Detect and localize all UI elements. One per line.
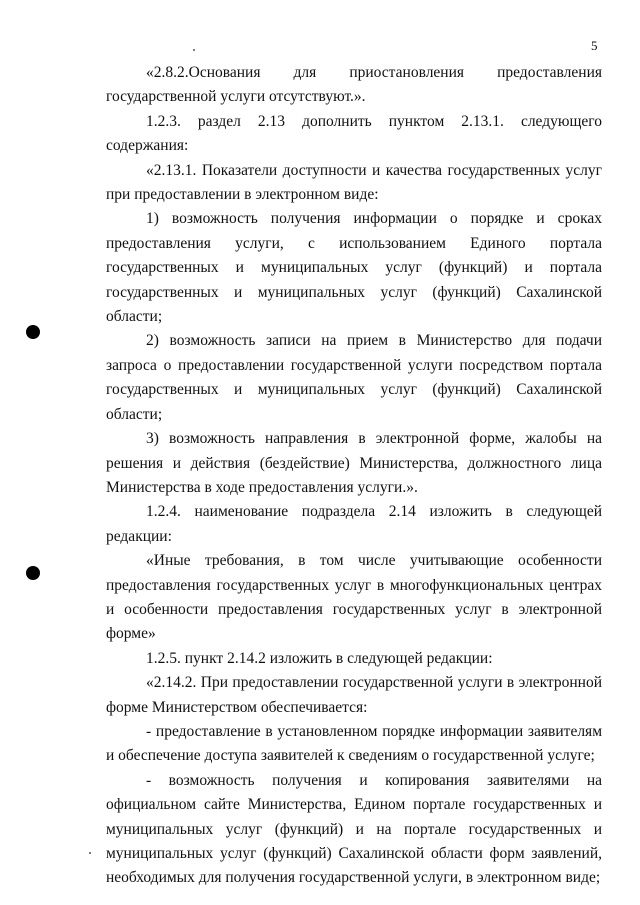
paragraph-1-2-4: 1.2.4. наименование подраздела 2.14 изложить в следующей редакции: bbox=[106, 503, 602, 545]
paragraph-2-13-1: «2.13.1. Показатели доступности и качества государственных услуг при предоставлении в электронном виде: bbox=[106, 161, 602, 204]
scan-speck bbox=[193, 49, 195, 51]
paragraph-1-2-3: 1.2.3. раздел 2.13 дополнить пунктом 2.13.1. следующего содержания: bbox=[106, 112, 602, 155]
scan-speck bbox=[89, 852, 91, 854]
paragraph-2-14-2: «2.14.2. При предоставлении государственной услуги в электронной форме Министерством обеспечивается: bbox=[106, 674, 602, 716]
punch-hole bbox=[26, 566, 40, 580]
subsection-title-quote: «Иные требования, в том числе учитывающие особенности предоставления государственных услуг в многофункциональных центрах и особенности предоставления государственных услуг в электронной форме» bbox=[106, 552, 602, 643]
list-item-2: 2) возможность записи на прием в Министерство для подачи запроса о предоставлении государственной услуги посредством портала государственных и муниципальных услуг (функций) Сахалинской области; bbox=[106, 332, 602, 423]
dash-item-1: - предоставление в установленном порядке информации заявителям и обеспечение доступа заявителей к сведениям о государственной услуге; bbox=[106, 722, 602, 765]
document-body bbox=[106, 61, 602, 891]
paragraph-1-2-5: 1.2.5. пункт 2.14.2 изложить в следующей редакции: bbox=[146, 649, 493, 667]
list-item-1: 1) возможность получения информации о порядке и сроках предоставления услуги, с использованием Единого портала государственных и муниципальных услуг (функций) и портала государственных и муниципальных услуг (функций) Сахалинской области; bbox=[106, 210, 602, 326]
dash-item-2: - возможность получения и копирования заявителями на официальном сайте Министерства, Едином портале государственных и муниципальных услуг (функций) и на портале государственных и муниципальных услуг (функций) Сахалинской области форм заявлений, необходимых для получения государственной услуги, в электронном виде; bbox=[106, 771, 602, 887]
list-item-3: 3) возможность направления в электронной форме, жалобы на решения и действия (бездействие) Министерства, должностного лица Министерства в ходе предоставления услуги.». bbox=[106, 430, 602, 496]
paragraph-2-8-2: «2.8.2.Основания для приостановления предоставления государственной услуги отсутствуют.». bbox=[106, 64, 602, 106]
page-number: 5 bbox=[591, 38, 598, 53]
punch-hole bbox=[26, 325, 40, 339]
